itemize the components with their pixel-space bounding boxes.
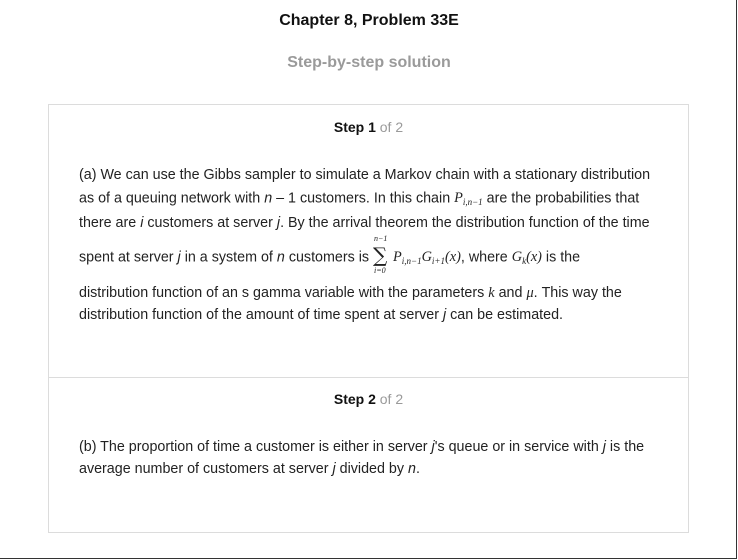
math-gk: $G_k(x)$ (511, 249, 542, 266)
text-line: average number of customers at server j divided by n. (79, 461, 420, 477)
page-subtitle: Step-by-step solution (287, 54, 451, 71)
text-line: distribution function of an s gamma variable with the parameters k and μ. This way the (79, 285, 622, 301)
step-count: of 2 (379, 391, 404, 407)
step-divider (49, 377, 688, 378)
text-line: (a) We can use the Gibbs sampler to simulate a Markov chain with a stationary distribution (79, 167, 651, 183)
summation-symbol: n−1 ∑ i=0 (373, 233, 388, 275)
step-2-header (49, 391, 688, 407)
text-line: (b) The proportion of time a customer is either in server j's queue or in service with j is the (79, 439, 645, 455)
text-line: as of a queuing network with n – 1 customers. In this chain $P_{i,n-1}$ are the probabilities that (79, 190, 640, 207)
solution-card (48, 104, 689, 533)
text-line: spent at server j in a system of n customers is n−1 ∑ i=0 $P_{i,n-1}G_{i+1}(x)$, where $G_k(x)$ is the (79, 233, 581, 275)
page-title: Chapter 8, Problem 33E (279, 12, 459, 29)
step-label: Step 2 (333, 391, 376, 407)
math-p-inline: $P_{i,n-1}$ (454, 190, 483, 207)
step-1-header (49, 119, 688, 135)
math-mu: μ (526, 285, 534, 301)
math-sum-expression: $P_{i,n-1}G_{i+1}(x)$ (393, 249, 461, 266)
text-line: distribution function of the amount of time spent at server j can be estimated. (79, 307, 563, 323)
math-k: k (488, 285, 495, 301)
step-label: Step 1 (333, 119, 376, 135)
text-line: there are i customers at server j. By the arrival theorem the distribution function of the time (79, 215, 650, 231)
step-count: of 2 (379, 119, 404, 135)
